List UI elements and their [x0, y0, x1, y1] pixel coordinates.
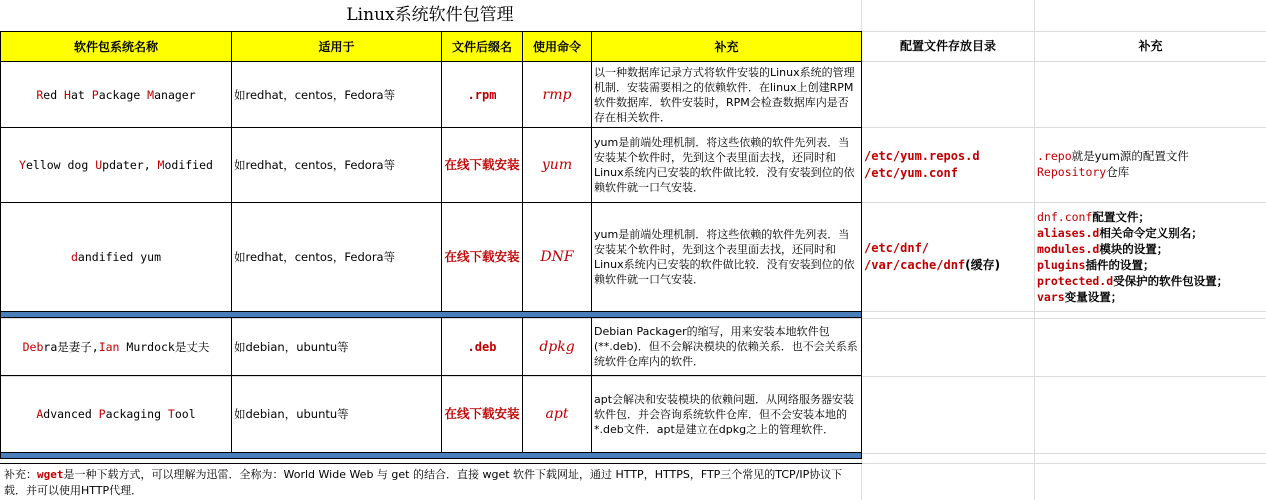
name-initial: M: [147, 87, 155, 102]
name-rest: ellow dog: [25, 158, 96, 172]
supplement-segment: 受保护的软件包设置；: [1113, 274, 1229, 288]
name-initial: Y: [19, 158, 26, 172]
supplement-segment: 模块的设置；: [1099, 242, 1169, 256]
dnf-supplement[interactable]: [1037, 209, 1266, 305]
name-rest: at: [70, 87, 92, 102]
yum-config-dirs[interactable]: [864, 148, 1034, 182]
name-rest: ool: [174, 407, 196, 421]
name-rest: pdater,: [102, 158, 158, 172]
bottom-keyword: wget: [37, 468, 64, 481]
header-cmd[interactable]: 使用命令: [523, 32, 592, 62]
supplement-line: [1037, 148, 1265, 164]
row-desc[interactable]: yum是前端处理机制．将这些依赖的软件先列表．当安装某个软件时，先到这个表里面去找，还同时和Linux系统内已安装的软件做比较．没有安装到位的依赖软件就一口气安装．: [592, 203, 862, 312]
header-ext[interactable]: 文件后缀名: [442, 32, 523, 62]
header-supp[interactable]: 补充: [592, 32, 862, 62]
header-supp2[interactable]: 补充: [1138, 39, 1163, 53]
name-rest: andified yum: [77, 250, 162, 264]
row-name[interactable]: [1, 318, 232, 376]
supplement-segment: dnf.conf: [1037, 210, 1093, 224]
header-for[interactable]: 适用于: [232, 32, 442, 62]
supplement-segment: 仓库: [1106, 165, 1130, 179]
row-cmd[interactable]: apt: [523, 376, 592, 453]
name-initial: Deb: [22, 339, 44, 354]
name-initial: M: [157, 158, 165, 172]
row-name[interactable]: [1, 376, 232, 453]
supplement-segment: 配置文件；: [1092, 210, 1150, 224]
supplement-line: [1037, 241, 1266, 257]
separator-bar: [1, 453, 862, 459]
name-rest: ackaging: [105, 407, 168, 421]
table-row: [1, 376, 862, 453]
name-rest: ra是妻子,: [43, 339, 99, 354]
name-initial: H: [64, 87, 71, 102]
cfg-line: [864, 257, 1034, 274]
cfg-line: /etc/dnf/: [864, 241, 930, 255]
row-cmd[interactable]: DNF: [523, 203, 592, 312]
row-desc[interactable]: apt会解决和安装模块的依赖问题．从网络服务器安装软件包．并会咨询系统软件仓库．但不会安装本地的*.deb文件．apt是建立在dpkg之上的管理软件．: [592, 376, 862, 453]
row-ext[interactable]: 在线下载安装: [442, 128, 523, 203]
supplement-segment: 变量设置；: [1064, 290, 1123, 304]
name-rest: anager: [154, 87, 196, 102]
row-for[interactable]: 如redhat，centos，Fedora等: [232, 62, 442, 128]
row-desc[interactable]: yum是前端处理机制．将这些依赖的软件先列表．当安装某个软件时，先到这个表里面去找，还同时和Linux系统内已安装的软件做比较．没有安装到位的依赖软件就一口气安装．: [592, 128, 862, 203]
yum-supplement[interactable]: [1037, 148, 1265, 180]
supplement-segment: 就是yum源的配置文件: [1071, 149, 1189, 163]
name-initial: R: [36, 87, 44, 102]
header-name[interactable]: 软件包系统名称: [1, 32, 232, 62]
row-ext[interactable]: .rpm: [442, 62, 523, 128]
package-table: [0, 31, 862, 459]
supplement-segment: protected.d: [1037, 274, 1114, 288]
supplement-segment: 相关命令定义别名；: [1099, 226, 1203, 240]
cfg-path: /var/cache/dnf: [864, 258, 966, 272]
header-cfgdir[interactable]: 配置文件存放目录: [899, 39, 996, 53]
supplement-segment: aliases.d: [1037, 226, 1100, 240]
row-ext[interactable]: 在线下载安装: [442, 376, 523, 453]
name-initial: d: [70, 250, 78, 264]
supplement-segment: plugins: [1037, 258, 1086, 272]
supplement-segment: 插件的设置；: [1085, 258, 1155, 272]
row-name[interactable]: [1, 62, 232, 128]
row-cmd[interactable]: dpkg: [523, 318, 592, 376]
row-for[interactable]: 如redhat，centos，Fedora等: [232, 203, 442, 312]
supplement-segment: modules.d: [1037, 242, 1100, 256]
row-for[interactable]: 如redhat，centos，Fedora等: [232, 128, 442, 203]
bottom-prefix: 补充：: [4, 468, 37, 481]
row-name[interactable]: [1, 128, 232, 203]
name-rest: ed: [43, 87, 65, 102]
name-initial: A: [36, 407, 44, 421]
table-row: [1, 62, 862, 128]
row-name[interactable]: [1, 203, 232, 312]
name-initial: P: [91, 87, 99, 102]
sheet-title: Linux系统软件包管理: [346, 5, 514, 25]
supplement-segment: vars: [1037, 290, 1065, 304]
table-row: [1, 128, 862, 203]
bottom-text: 是一种下载方式，可以理解为迅雷．全称为：World Wide Web 与 get 的结合．直接 wget 软件下载网址，通过 HTTP，HTTPS，FTP三个常见的TCP/IP协议下载．并可以使用HTTP代理．: [4, 468, 843, 497]
row-ext[interactable]: 在线下载安装: [442, 203, 523, 312]
cfg-note: (缓存): [965, 258, 1001, 272]
supplement-line: [1037, 164, 1265, 180]
supplement-line: [1037, 257, 1266, 273]
name-rest: Murdock是丈夫: [119, 339, 210, 354]
cfg-line: /etc/yum.conf: [864, 166, 958, 180]
row-desc[interactable]: 以一种数据库记录方式将软件安装的Linux系统的管理机制．安装需要相之的依赖软件．在linux上创建RPM软件数据库．软件安装时，RPM会检查数据库内是否存在相关软件．: [592, 62, 862, 128]
supplement-line: [1037, 289, 1266, 305]
table-row: [1, 203, 862, 312]
row-cmd[interactable]: yum: [523, 128, 592, 203]
cfg-line: /etc/yum.repos.d: [864, 149, 980, 163]
supplement-line: [1037, 209, 1266, 225]
row-for[interactable]: 如debian，ubuntu等: [232, 376, 442, 453]
header-row: [1, 32, 862, 62]
separator-row: [1, 453, 862, 459]
name-initial: U: [95, 158, 103, 172]
supplement-segment: Repository: [1037, 165, 1107, 179]
table-row: [1, 318, 862, 376]
name-initial: Ian: [98, 339, 120, 354]
name-rest: dvanced: [43, 407, 99, 421]
bottom-note[interactable]: [0, 463, 862, 500]
dnf-config-dirs[interactable]: [864, 240, 1034, 274]
row-for[interactable]: 如debian，ubuntu等: [232, 318, 442, 376]
row-cmd[interactable]: rmp: [523, 62, 592, 128]
row-ext[interactable]: .deb: [442, 318, 523, 376]
supplement-segment: .repo: [1037, 149, 1072, 163]
name-initial: P: [98, 407, 106, 421]
supplement-line: [1037, 225, 1266, 241]
supplement-line: [1037, 273, 1266, 289]
name-rest: ackage: [98, 87, 148, 102]
row-desc[interactable]: Debian Packager的缩写，用来安装本地软件包(**.deb)．但不会解决模块的依赖关系．也不会关系系统软件仓库内的软件．: [592, 318, 862, 376]
name-initial: T: [167, 407, 175, 421]
name-rest: odified: [164, 158, 213, 172]
